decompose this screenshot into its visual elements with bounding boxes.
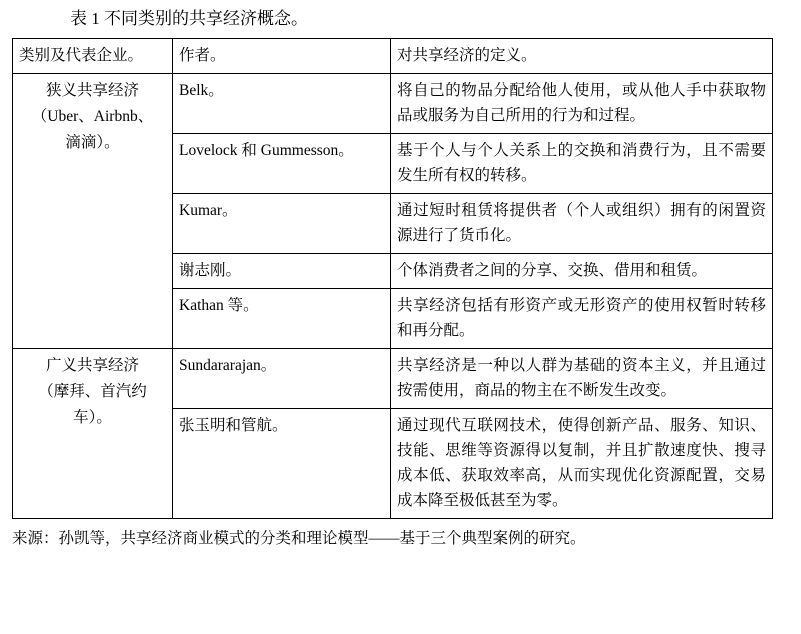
definition-cell: 通过现代互联网技术，使得创新产品、服务、知识、技能、思维等资源得以复制，并且扩散速度快、搜寻成本低、获取效率高，从而实现优化资源配置，交易成本降至极低甚至为零。 — [391, 409, 773, 519]
category-line: 车）。 — [73, 409, 112, 426]
header-definition: 对共享经济的定义。 — [391, 39, 773, 74]
author-cell: 谢志刚。 — [173, 254, 391, 289]
author-cell: 张玉明和管航。 — [173, 409, 391, 519]
category-line: 广义共享经济 — [45, 357, 139, 374]
definition-cell: 共享经济包括有形资产或无形资产的使用权暂时转移和再分配。 — [391, 289, 773, 349]
author-cell: Lovelock 和 Gummesson。 — [173, 134, 391, 194]
category-line: （摩拜、首汽约 — [38, 383, 147, 400]
source-note: 来源：孙凯等，共享经济商业模式的分类和理论模型——基于三个典型案例的研究。 — [12, 530, 586, 547]
category-line: 狭义共享经济 — [45, 82, 139, 99]
table-caption: 表 1 不同类别的共享经济概念。 — [70, 9, 308, 28]
author-cell: Sundararajan。 — [173, 349, 391, 409]
category-line: 滴滴）。 — [65, 134, 120, 151]
definition-cell: 共享经济是一种以人群为基础的资本主义，并且通过按需使用，商品的物主在不断发生改变。 — [391, 349, 773, 409]
category-cell-broad — [13, 349, 173, 519]
definition-cell: 通过短时租赁将提供者（个人或组织）拥有的闲置资源进行了货币化。 — [391, 194, 773, 254]
definition-cell: 个体消费者之间的分享、交换、借用和租赁。 — [391, 254, 773, 289]
table-row — [13, 74, 773, 134]
definition-cell: 将自己的物品分配给他人使用，或从他人手中获取物品或服务为自己所用的行为和过程。 — [391, 74, 773, 134]
header-category: 类别及代表企业。 — [13, 39, 173, 74]
author-cell: Kathan 等。 — [173, 289, 391, 349]
concept-table — [12, 38, 773, 519]
header-author: 作者。 — [173, 39, 391, 74]
author-cell: Belk。 — [173, 74, 391, 134]
table-row — [13, 349, 773, 409]
category-cell-narrow — [13, 74, 173, 349]
author-cell: Kumar。 — [173, 194, 391, 254]
definition-cell: 基于个人与个人关系上的交换和消费行为，且不需要发生所有权的转移。 — [391, 134, 773, 194]
table-header-row — [13, 39, 773, 74]
category-line: （Uber、Airbnb、 — [31, 108, 154, 125]
